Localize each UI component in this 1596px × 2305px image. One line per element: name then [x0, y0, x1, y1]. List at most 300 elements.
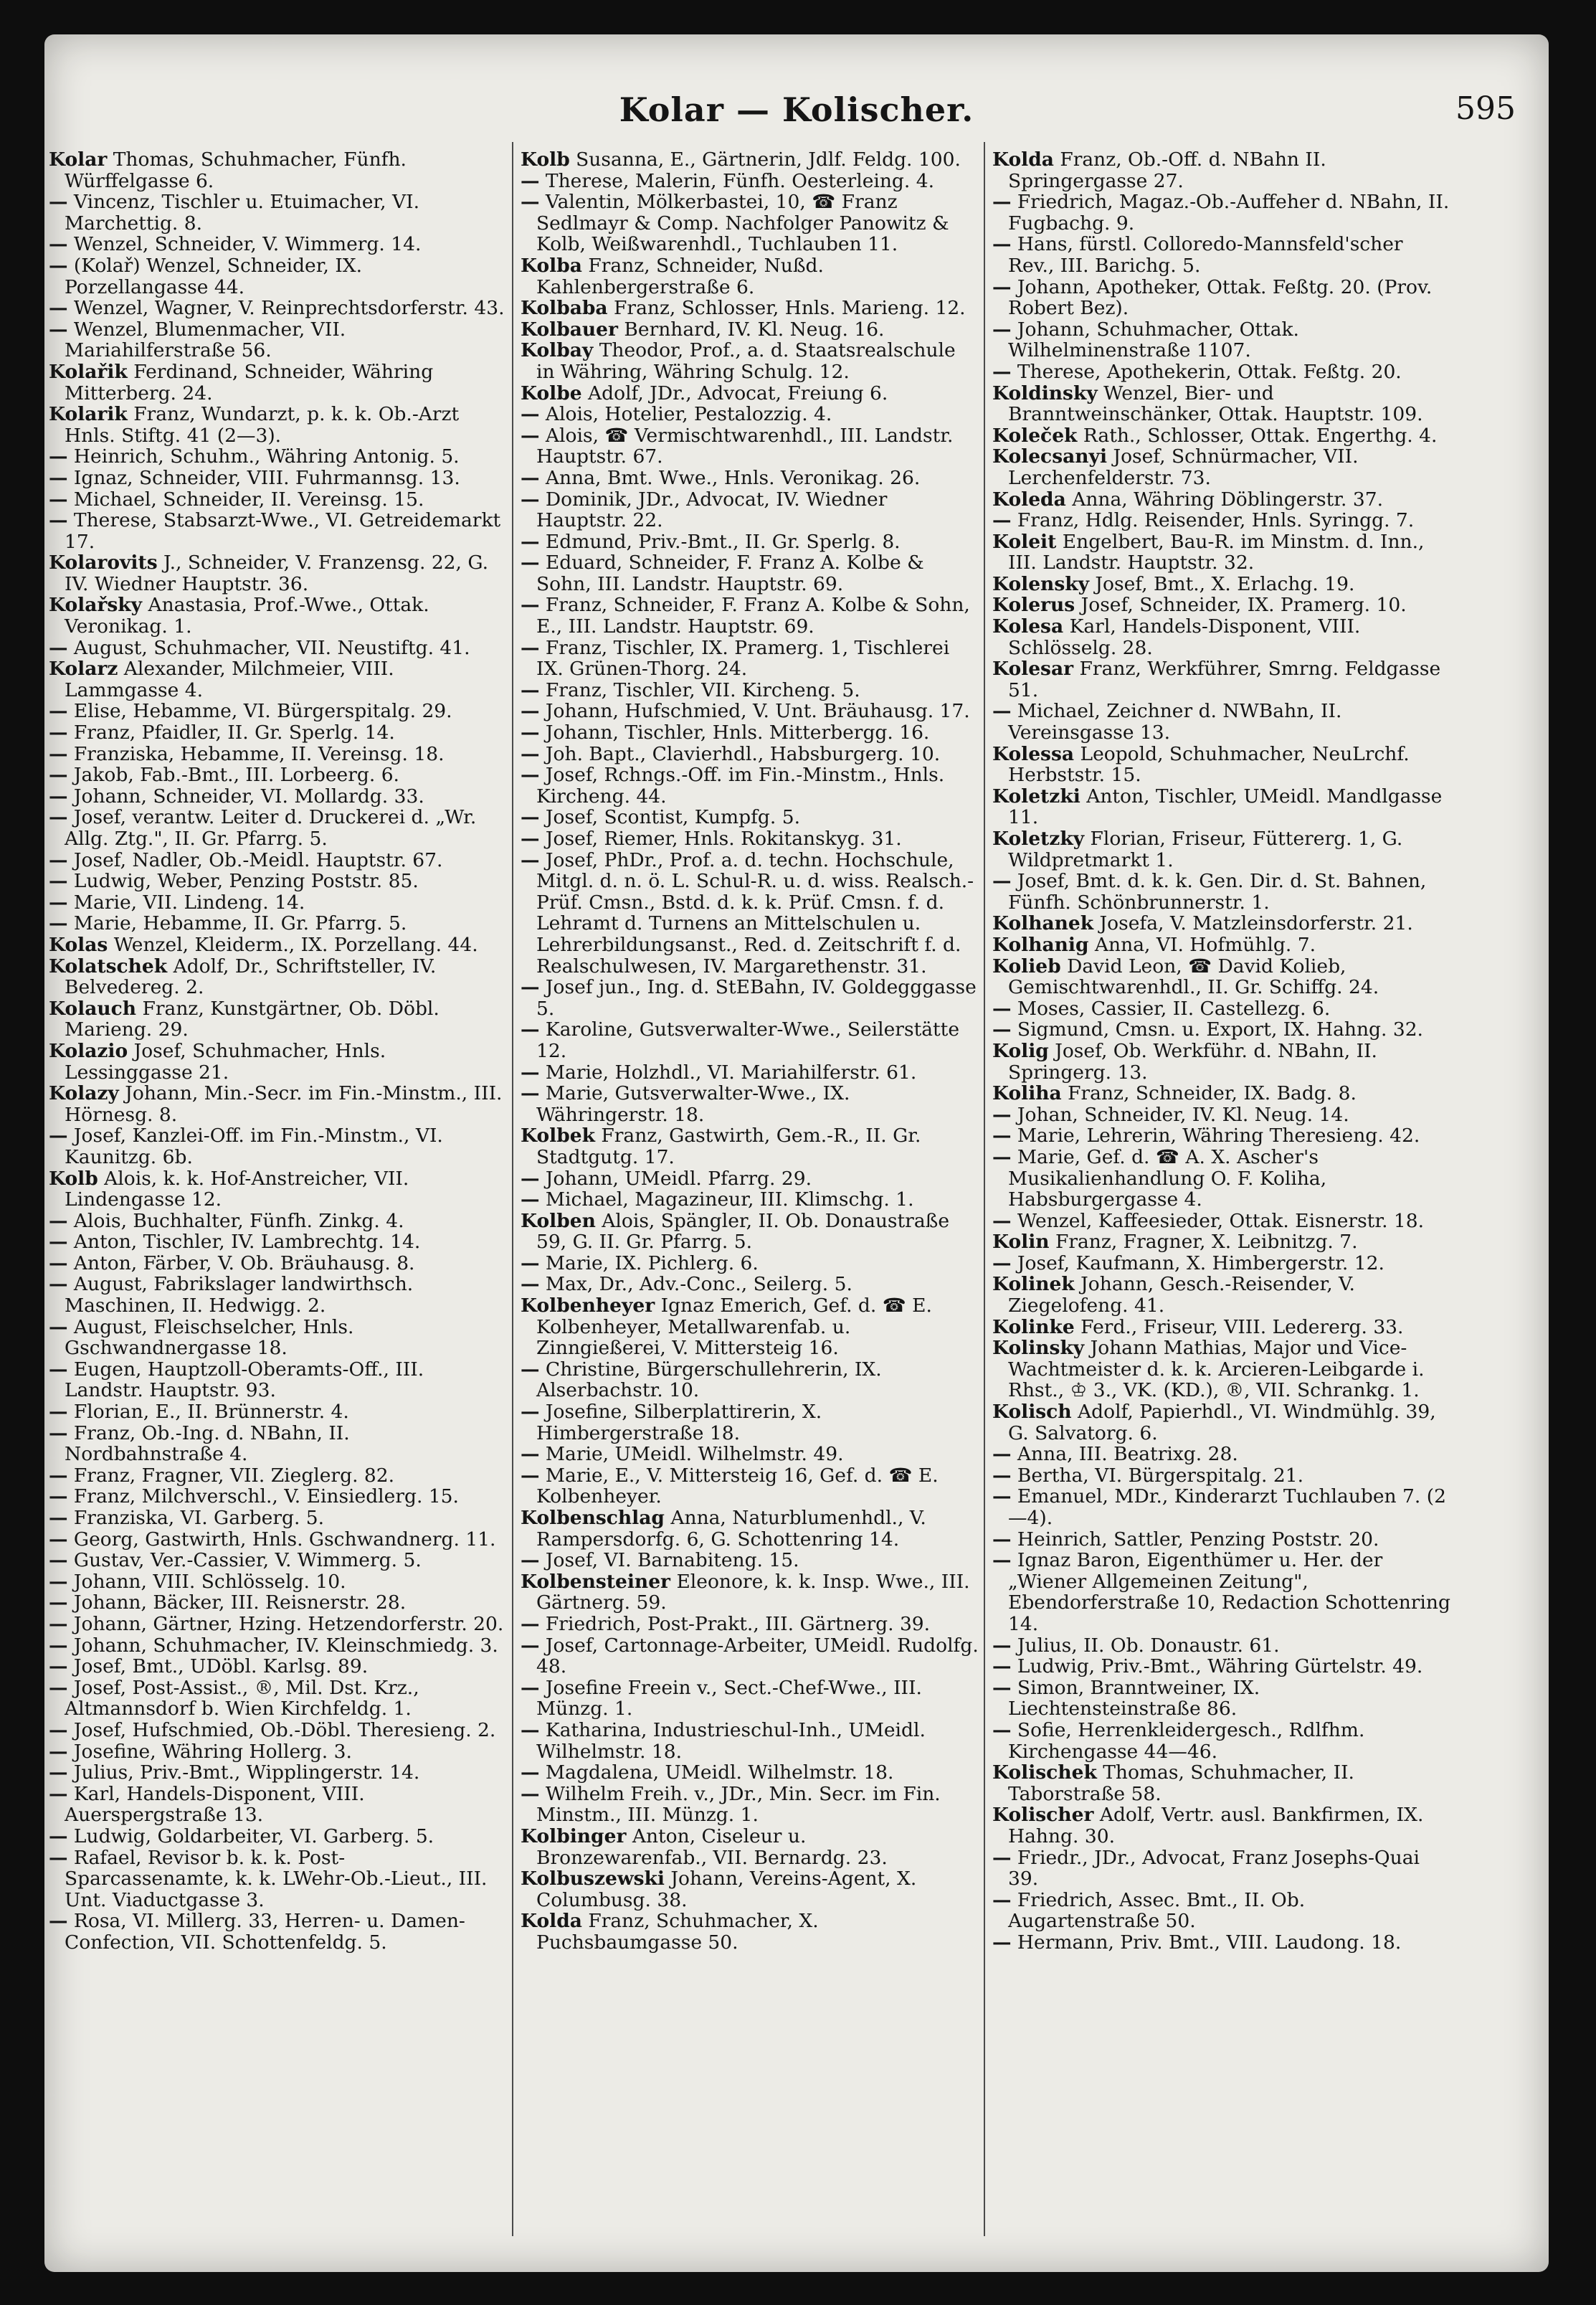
entry-details: Therese, Malerin, Fünfh. Oesterleing. 4.	[539, 169, 935, 192]
entry-details: Johann, Tischler, Hnls. Mitterbergg. 16.	[539, 721, 930, 744]
directory-entry	[49, 1465, 508, 1487]
entry-surname: —	[992, 1549, 1012, 1572]
directory-entry	[992, 383, 1451, 425]
entry-surname: —	[49, 1761, 68, 1784]
entry-details: Josef, Nadler, Ob.-Meidl. Hauptstr. 67.	[67, 848, 443, 871]
entry-details: Rosa, VI. Millerg. 33, Herren- u. Damen-Confection, VII. Schottenfeldg. 5.	[65, 1910, 465, 1954]
directory-entry	[49, 1168, 508, 1211]
entry-details: Josef, Rchngs.-Off. im Fin.-Minstm., Hnls. Kircheng. 44.	[536, 764, 945, 808]
directory-entry	[521, 404, 979, 425]
entry-details: Franz, Tischler, IX. Pramerg. 1, Tischlerei IX. Grünen-Thorg. 24.	[536, 636, 950, 681]
directory-entry	[521, 1019, 979, 1061]
entry-details: Franziska, Hebamme, II. Vereinsg. 18.	[67, 742, 445, 765]
entry-details: Franz, Schuhmacher, X. Puchsbaumgasse 50.	[536, 1910, 819, 1954]
entry-surname: —	[992, 1655, 1012, 1678]
directory-entry	[521, 595, 979, 637]
entry-details: Ignaz Emerich, Gef. d. ☎ E. Kolbenheyer, Metallwarenfab. u. Zinngießerei, V. Mittersteig 16.	[536, 1295, 932, 1360]
directory-entry	[992, 595, 1451, 616]
entry-surname: —	[49, 488, 68, 511]
directory-entry	[521, 425, 979, 468]
entry-details: Thomas, Schuhmacher, Fünfh. Würffelgasse 6.	[65, 149, 407, 192]
directory-entry	[49, 956, 508, 998]
entry-surname: —	[521, 1676, 540, 1699]
entry-surname: —	[992, 233, 1012, 256]
entry-surname: —	[521, 848, 540, 871]
entry-details: Rath., Schlosser, Ottak. Engerthg. 4.	[1077, 424, 1438, 447]
entry-details: Adolf, Papierhdl., VI. Windmühlg. 39, G. Salvatorg. 6.	[1008, 1401, 1436, 1444]
directory-entry	[49, 658, 508, 701]
entry-surname: Kolbensteiner	[521, 1570, 671, 1593]
entry-surname: Kolazy	[49, 1082, 119, 1105]
entry-details: Alois, Spängler, II. Ob. Donaustraße 59, G. II. Gr. Pfarrg. 5.	[536, 1209, 950, 1254]
directory-entry	[992, 934, 1451, 956]
entry-surname: Kolbaba	[521, 297, 608, 320]
entry-surname: —	[521, 1061, 540, 1084]
entry-details: Hermann, Priv. Bmt., VIII. Laudong. 18.	[1011, 1931, 1402, 1954]
entry-surname: Kolin	[992, 1231, 1050, 1254]
entry-details: Franz, Ob.-Off. d. NBahn II. Springergasse 27.	[1008, 149, 1326, 192]
directory-entry	[521, 340, 979, 382]
entry-details: Johann, Schneider, VI. Mollardg. 33.	[67, 785, 424, 808]
entry-details: Alexander, Milchmeier, VIII. Lammgasse 4.	[65, 658, 394, 701]
directory-entry	[992, 149, 1451, 191]
entry-details: Bernhard, IV. Kl. Neug. 16.	[617, 318, 885, 341]
entry-details: August, Schuhmacher, VII. Neustiftg. 41.	[67, 636, 470, 659]
directory-entry	[992, 191, 1451, 234]
entry-surname: —	[49, 891, 68, 914]
entry-surname: —	[49, 445, 68, 468]
entry-surname: Kolbenschlag	[521, 1507, 665, 1529]
entry-details: Josef, Kanzlei-Off. im Fin.-Minstm., VI. Kaunitzg. 6b.	[65, 1125, 443, 1168]
entry-surname: —	[992, 318, 1012, 341]
entry-surname: —	[521, 1612, 540, 1635]
entry-surname: —	[49, 1655, 68, 1678]
directory-entry	[49, 934, 508, 956]
directory-entry	[49, 1656, 508, 1677]
entry-details: Ludwig, Weber, Penzing Poststr. 85.	[67, 870, 419, 893]
entry-details: Eugen, Hauptzoll-Oberamts-Off., III. Landstr. Hauptstr. 93.	[65, 1358, 424, 1402]
entry-details: J., Schneider, V. Franzensg. 22, G. IV. Wiedner Hauptstr. 36.	[65, 552, 489, 595]
directory-entry	[992, 1125, 1451, 1147]
entry-details: Ferdinand, Schneider, Währing Mitterberg. 24.	[65, 360, 434, 404]
entry-details: Friedrich, Magaz.-Ob.-Auffeher d. NBahn, II. Fugbachg. 9.	[1008, 191, 1450, 235]
directory-page	[44, 34, 1549, 2272]
directory-entry	[49, 1592, 508, 1614]
entry-surname: —	[521, 191, 540, 214]
page-header	[44, 90, 1549, 141]
column-divider	[512, 142, 513, 2236]
entry-surname: —	[521, 742, 540, 765]
directory-entry	[49, 1614, 508, 1635]
entry-details: Marie, Hebamme, II. Gr. Pfarrg. 5.	[67, 912, 407, 935]
entry-details: Franz, Kunstgärtner, Ob. Döbl. Marieng. 29.	[65, 997, 440, 1041]
directory-entry	[992, 1231, 1451, 1253]
directory-entry	[521, 1211, 979, 1253]
page-number: 595	[1455, 90, 1516, 127]
directory-entry	[992, 786, 1451, 828]
directory-entry	[992, 510, 1451, 531]
entry-surname: —	[49, 1231, 68, 1254]
directory-entry	[992, 574, 1451, 595]
entry-surname: Kolhanig	[992, 933, 1089, 956]
directory-entry	[521, 1253, 979, 1274]
directory-entry	[521, 765, 979, 807]
directory-entry	[521, 468, 979, 489]
entry-details: Alois, ☎ Vermischtwarenhdl., III. Landstr. Hauptstr. 67.	[536, 424, 954, 468]
directory-entry	[521, 1359, 979, 1401]
entry-details: Friedrich, Assec. Bmt., II. Ob. Augartenstraße 50.	[1008, 1888, 1306, 1933]
directory-entry	[521, 1295, 979, 1359]
directory-entry	[992, 1465, 1451, 1487]
entry-details: Ignaz Baron, Eigenthümer u. Her. der „Wiener Allgemeinen Zeitung", Ebendorferstraße 10, Redaction Schottenring 14.	[1008, 1549, 1450, 1635]
entry-details: Jakob, Fab.-Bmt., III. Lorbeerg. 6.	[67, 764, 399, 787]
directory-entry	[49, 1784, 508, 1826]
entry-surname: —	[521, 806, 540, 829]
entry-surname: —	[992, 1103, 1012, 1126]
entry-details: Johann, UMeidl. Pfarrg. 29.	[539, 1167, 812, 1190]
entry-details: Josefine Freein v., Sect.-Chef-Wwe., III. Münzg. 1.	[536, 1676, 922, 1721]
entry-surname: Kolda	[521, 1910, 582, 1933]
entry-surname: —	[521, 828, 540, 850]
entry-details: Marie, Lehrerin, Währing Theresieng. 42.	[1011, 1125, 1420, 1147]
entry-details: Thomas, Schuhmacher, II. Taborstraße 58.	[1008, 1761, 1354, 1805]
entry-surname: —	[49, 1591, 68, 1614]
entry-details: Johann, Hufschmied, V. Unt. Bräuhausg. 17.	[539, 700, 970, 723]
directory-entry	[49, 1720, 508, 1741]
entry-surname: —	[992, 1443, 1012, 1466]
directory-entry	[49, 744, 508, 765]
entry-surname: Kolinsky	[992, 1337, 1085, 1360]
directory-entry	[521, 722, 979, 744]
entry-surname: —	[992, 1846, 1012, 1869]
entry-details: Simon, Branntweiner, IX. Liechtensteinstraße 86.	[1008, 1676, 1260, 1721]
entry-surname: —	[992, 1528, 1012, 1551]
entry-surname: Kolazio	[49, 1039, 128, 1062]
directory-entry	[521, 1720, 979, 1762]
entry-surname: —	[521, 488, 540, 511]
directory-entry	[521, 171, 979, 192]
directory-entry	[49, 1741, 508, 1763]
entry-details: Eduard, Schneider, F. Franz A. Kolbe & Sohn, III. Landstr. Hauptstr. 69.	[536, 552, 924, 595]
directory-entry	[992, 1847, 1451, 1890]
entry-surname: Koletzki	[992, 785, 1080, 808]
entry-surname: —	[992, 700, 1012, 723]
page-title: Kolar — Kolischer.	[619, 90, 974, 129]
entry-surname: Kolařik	[49, 360, 128, 383]
entry-surname: —	[992, 275, 1012, 298]
entry-details: Marie, E., V. Mittersteig 16, Gef. d. ☎ E. Kolbenheyer.	[536, 1464, 939, 1508]
directory-entry	[521, 1168, 979, 1190]
entry-surname: —	[49, 1549, 68, 1572]
entry-details: Josefine, Silberplattirerin, X. Himbergerstraße 18.	[536, 1401, 822, 1444]
directory-entry	[992, 446, 1451, 488]
entry-surname: —	[521, 1358, 540, 1381]
entry-details: Ludwig, Priv.-Bmt., Währing Gürtelstr. 49.	[1011, 1655, 1423, 1678]
entry-surname: Kolessa	[992, 742, 1075, 765]
entry-details: Magdalena, UMeidl. Wilhelmstr. 18.	[539, 1761, 894, 1784]
directory-entry	[521, 383, 979, 404]
entry-details: Edmund, Priv.-Bmt., II. Gr. Sperlg. 8.	[539, 530, 901, 553]
directory-entry	[521, 850, 979, 978]
directory-entry	[49, 1911, 508, 1953]
entry-details: Anton, Färber, V. Ob. Bräuhausg. 8.	[67, 1251, 415, 1274]
entry-surname: —	[521, 1401, 540, 1424]
entry-surname: Kolieb	[992, 955, 1061, 978]
entry-surname: —	[992, 997, 1012, 1020]
entry-surname: Kolauch	[49, 997, 137, 1020]
directory-entry	[49, 1677, 508, 1720]
entry-surname: —	[49, 466, 68, 489]
entry-surname: —	[992, 1718, 1012, 1741]
entry-details: Karl, Handels-Disponent, VIII. Auerspergstraße 13.	[65, 1782, 365, 1827]
entry-surname: —	[521, 1443, 540, 1466]
entry-details: Johann, Vereins-Agent, X. Columbusg. 38.	[536, 1868, 917, 1911]
directory-entry	[49, 1253, 508, 1274]
directory-entry	[49, 850, 508, 871]
directory-entry	[49, 319, 508, 361]
directory-entry	[992, 1444, 1451, 1465]
entry-details: Franz, Ob.-Ing. d. NBahn, II. Nordbahnstraße 4.	[65, 1421, 350, 1466]
directory-entry	[521, 1868, 979, 1911]
entry-details: Max, Dr., Adv.-Conc., Seilerg. 5.	[539, 1273, 852, 1296]
directory-entry	[521, 552, 979, 595]
entry-details: Heinrich, Schuhm., Währing Antonig. 5.	[67, 445, 460, 468]
entry-details: Josef, Bmt., UDöbl. Karlsg. 89.	[67, 1655, 369, 1678]
entry-details: Dominik, JDr., Advocat, IV. Wiedner Hauptstr. 22.	[536, 488, 888, 532]
directory-entry	[49, 892, 508, 914]
directory-entry	[992, 234, 1451, 276]
directory-entry	[521, 1444, 979, 1465]
directory-entry	[992, 1041, 1451, 1083]
entry-surname: Koliha	[992, 1082, 1062, 1105]
directory-entry	[521, 255, 979, 298]
entry-details: Friedrich, Post-Prakt., III. Gärtnerg. 39.	[539, 1612, 931, 1635]
entry-surname: —	[992, 509, 1012, 532]
directory-entry	[49, 361, 508, 404]
directory-entry	[521, 1911, 979, 1953]
directory-entry	[49, 1359, 508, 1401]
entry-surname: —	[49, 721, 68, 744]
directory-entry	[992, 1083, 1451, 1104]
entry-surname: —	[49, 1209, 68, 1232]
entry-details: Wenzel, Bier- und Branntweinschänker, Ottak. Hauptstr. 109.	[1008, 382, 1423, 426]
entry-details: Johann, Min.-Secr. im Fin.-Minstm., III. Hörnesg. 8.	[65, 1082, 503, 1126]
entry-details: Rafael, Revisor b. k. k. Post-Sparcassenamte, k. k. LWehr-Ob.-Lieut., III. Unt. Viaductgasse 3.	[65, 1846, 488, 1911]
directory-entry	[49, 1211, 508, 1232]
entry-surname: —	[49, 1315, 68, 1338]
directory-entry	[49, 765, 508, 786]
entry-surname: Kolařsky	[49, 594, 143, 617]
entry-surname: —	[49, 636, 68, 659]
directory-entry	[992, 1656, 1451, 1677]
directory-entry	[49, 913, 508, 934]
entry-surname: —	[49, 1824, 68, 1847]
directory-entry	[521, 1083, 979, 1125]
entry-details: August, Fabrikslager landwirthsch. Maschinen, II. Hedwigg. 2.	[65, 1273, 414, 1317]
entry-surname: —	[521, 1251, 540, 1274]
entry-surname: Kolar	[49, 149, 108, 171]
entry-surname: Kolbe	[521, 382, 582, 404]
entry-details: Johann, Gesch.-Reisender, V. Ziegelofeng. 41.	[1008, 1273, 1355, 1317]
entry-surname: —	[49, 1740, 68, 1763]
directory-entry	[992, 1762, 1451, 1804]
entry-surname: —	[49, 1910, 68, 1933]
entry-surname: —	[49, 1485, 68, 1508]
directory-entry	[992, 1720, 1451, 1762]
entry-details: Heinrich, Sattler, Penzing Poststr. 20.	[1011, 1528, 1379, 1551]
entry-details: Franz, Schlosser, Hnls. Marieng. 12.	[607, 297, 966, 320]
entry-surname: —	[49, 912, 68, 935]
entry-surname: —	[49, 848, 68, 871]
directory-entry	[49, 1083, 508, 1125]
directory-entry	[521, 1508, 979, 1550]
directory-entry	[521, 149, 979, 171]
directory-entry	[992, 616, 1451, 658]
directory-entry	[521, 807, 979, 828]
entry-details: Josef, PhDr., Prof. a. d. techn. Hochschule, Mitgl. d. n. ö. L. Schul-R. u. d. wiss. Realsch.-Prüf. Cmsn., Bstd. d. k. k. Prüf. Cmsn. f. d. Lehramt d. Turnens an Mittelschulen u. Lehrerbildungsanst., Red. d. Zeitschrift f. d. Realschulwesen, IV. Margarethenstr. 31.	[536, 848, 974, 978]
entry-surname: —	[49, 1464, 68, 1487]
directory-entry	[992, 1401, 1451, 1444]
entry-details: Christine, Bürgerschullehrerin, IX. Alserbachstr. 10.	[536, 1358, 882, 1402]
directory-entry	[992, 489, 1451, 511]
entry-details: Anton, Tischler, UMeidl. Mandlgasse 11.	[1008, 785, 1443, 829]
directory-entry	[521, 319, 979, 341]
entry-surname: Koleit	[992, 530, 1057, 553]
entry-surname: —	[992, 870, 1012, 893]
entry-surname: Kolbek	[521, 1125, 595, 1147]
entry-surname: Kolinek	[992, 1273, 1075, 1296]
column-left	[49, 149, 508, 2243]
entry-surname: —	[992, 1125, 1012, 1147]
entry-surname: —	[521, 1761, 540, 1784]
directory-entry	[49, 446, 508, 468]
entry-surname: —	[49, 233, 68, 256]
entry-surname: Kolb	[49, 1167, 98, 1190]
directory-entry	[992, 658, 1451, 701]
directory-entry	[521, 1189, 979, 1211]
entry-details: Josef, Schnürmacher, VII. Lerchenfelderstr. 73.	[1008, 445, 1359, 489]
entry-details: Wenzel, Wagner, V. Reinprechtsdorferstr. 43.	[67, 297, 505, 320]
entry-surname: Kolischek	[992, 1761, 1097, 1784]
entry-surname: Kolarz	[49, 658, 118, 681]
directory-entry	[521, 1762, 979, 1784]
directory-entry	[521, 298, 979, 319]
directory-entry	[49, 1274, 508, 1316]
directory-entry	[521, 638, 979, 680]
entry-details: Wenzel, Kaffeesieder, Ottak. Eisnerstr. 18.	[1011, 1209, 1425, 1232]
entry-details: Marie, UMeidl. Wilhelmstr. 49.	[539, 1443, 844, 1466]
entry-details: Johann Mathias, Major und Vice-Wachtmeister d. k. k. Arcieren-Leibgarde i. Rhst., ♔ 3., VK. (KD.), ®, VII. Schrankg. 1.	[1008, 1337, 1425, 1402]
directory-entry	[49, 510, 508, 552]
directory-entry	[49, 701, 508, 722]
entry-details: Julius, II. Ob. Donaustr. 61.	[1011, 1634, 1280, 1657]
entry-details: Therese, Apothekerin, Ottak. Feßtg. 20.	[1011, 360, 1402, 383]
entry-details: David Leon, ☎ David Kolieb, Gemischtwarenhdl., II. Gr. Schiffg. 24.	[1008, 955, 1379, 999]
entry-surname: —	[49, 509, 68, 532]
directory-entry	[992, 1804, 1451, 1847]
entry-surname: —	[521, 1167, 540, 1190]
entry-details: Josef, Schneider, IX. Pramerg. 10.	[1075, 594, 1407, 617]
entry-surname: Kolbinger	[521, 1824, 627, 1847]
entry-details: Anna, III. Beatrixg. 28.	[1011, 1443, 1238, 1466]
entry-surname: —	[49, 1676, 68, 1699]
entry-surname: —	[521, 1549, 540, 1572]
directory-entry	[49, 1571, 508, 1593]
directory-entry	[992, 1635, 1451, 1657]
directory-entry	[49, 1762, 508, 1784]
entry-details: Anton, Ciseleur u. Bronzewarenfab., VII. Bernardg. 23.	[536, 1824, 888, 1869]
directory-entry	[521, 1784, 979, 1826]
entry-surname: Kolig	[992, 1039, 1049, 1062]
entry-details: Anna, Währing Döblingerstr. 37.	[1065, 488, 1383, 511]
directory-entry	[992, 1211, 1451, 1232]
entry-details: Elise, Hebamme, VI. Bürgerspitalg. 29.	[67, 700, 452, 723]
entry-details: Julius, Priv.-Bmt., Wipplingerstr. 14.	[67, 1761, 420, 1784]
entry-details: Moses, Cassier, II. Castellezg. 6.	[1011, 997, 1331, 1020]
entry-surname: Kolbay	[521, 339, 594, 362]
entry-details: Gustav, Ver.-Cassier, V. Wimmerg. 5.	[67, 1549, 422, 1572]
entry-details: Therese, Stabsarzt-Wwe., VI. Getreidemarkt 17.	[65, 509, 501, 553]
entry-details: Franz, Schneider, F. Franz A. Kolbe & Sohn, E., III. Landstr. Hauptstr. 69.	[536, 594, 970, 638]
entry-details: Josefa, V. Matzleinsdorferstr. 21.	[1093, 912, 1413, 935]
entry-details: Leopold, Schuhmacher, NeuLrchf. Herbststr. 15.	[1008, 742, 1410, 787]
directory-entry	[992, 1932, 1451, 1954]
entry-details: Josef, Schuhmacher, Hnls. Lessinggasse 21.	[65, 1039, 386, 1084]
entry-surname: —	[521, 1188, 540, 1211]
entry-details: Karl, Handels-Disponent, VIII. Schlösselg. 28.	[1008, 615, 1361, 659]
entry-details: Marie, Gef. d. ☎ A. X. Ascher's Musikalienhandlung O. F. Koliha, Habsburgergasse 4.	[1008, 1145, 1327, 1211]
entry-surname: —	[49, 1421, 68, 1444]
entry-details: Franz, Fragner, VII. Zieglerg. 82.	[67, 1464, 395, 1487]
directory-entry	[992, 1317, 1451, 1338]
entry-details: Franziska, VI. Garberg. 5.	[67, 1507, 325, 1529]
entry-surname: Kolben	[521, 1209, 596, 1232]
directory-entry	[49, 871, 508, 892]
entry-details: Friedr., JDr., Advocat, Franz Josephs-Quai 39.	[1008, 1846, 1420, 1890]
entry-surname: —	[992, 1209, 1012, 1232]
entry-surname: —	[49, 1251, 68, 1274]
entry-details: Josef, Hufschmied, Ob.-Döbl. Theresieng. 2.	[67, 1718, 496, 1741]
entry-surname: Kolerus	[992, 594, 1075, 617]
column-middle	[521, 149, 979, 2243]
directory-entry	[992, 277, 1451, 319]
directory-entry	[49, 595, 508, 637]
entry-surname: Kolisch	[992, 1401, 1072, 1424]
entry-details: Franz, Milchverschl., V. Einsiedlerg. 15.	[67, 1485, 459, 1508]
entry-surname: —	[49, 1401, 68, 1424]
directory-entry	[49, 998, 508, 1041]
entry-details: Ludwig, Goldarbeiter, VI. Garberg. 5.	[67, 1824, 434, 1847]
entry-surname: —	[49, 1358, 68, 1381]
entry-surname: Kolarik	[49, 403, 128, 426]
directory-entry	[992, 531, 1451, 574]
entry-surname: —	[49, 191, 68, 214]
directory-entry	[521, 531, 979, 553]
entry-surname: —	[521, 976, 540, 999]
entry-details: Vincenz, Tischler u. Etuimacher, VI. Marchettig. 8.	[65, 191, 420, 235]
entry-surname: Kolbauer	[521, 318, 618, 341]
directory-entry	[992, 871, 1451, 913]
directory-entry	[992, 1338, 1451, 1401]
directory-entry	[49, 1231, 508, 1253]
entry-surname: —	[992, 1676, 1012, 1699]
directory-entry	[49, 638, 508, 659]
entry-surname: Kolesa	[992, 615, 1064, 638]
directory-entry	[992, 425, 1451, 447]
entry-details: Johann, Schuhmacher, IV. Kleinschmiedg. 3.	[67, 1634, 498, 1657]
entry-details: Sigmund, Cmsn. u. Export, IX. Hahng. 32.	[1011, 1018, 1423, 1041]
entry-details: Florian, E., II. Brünnerstr. 4.	[67, 1401, 349, 1424]
